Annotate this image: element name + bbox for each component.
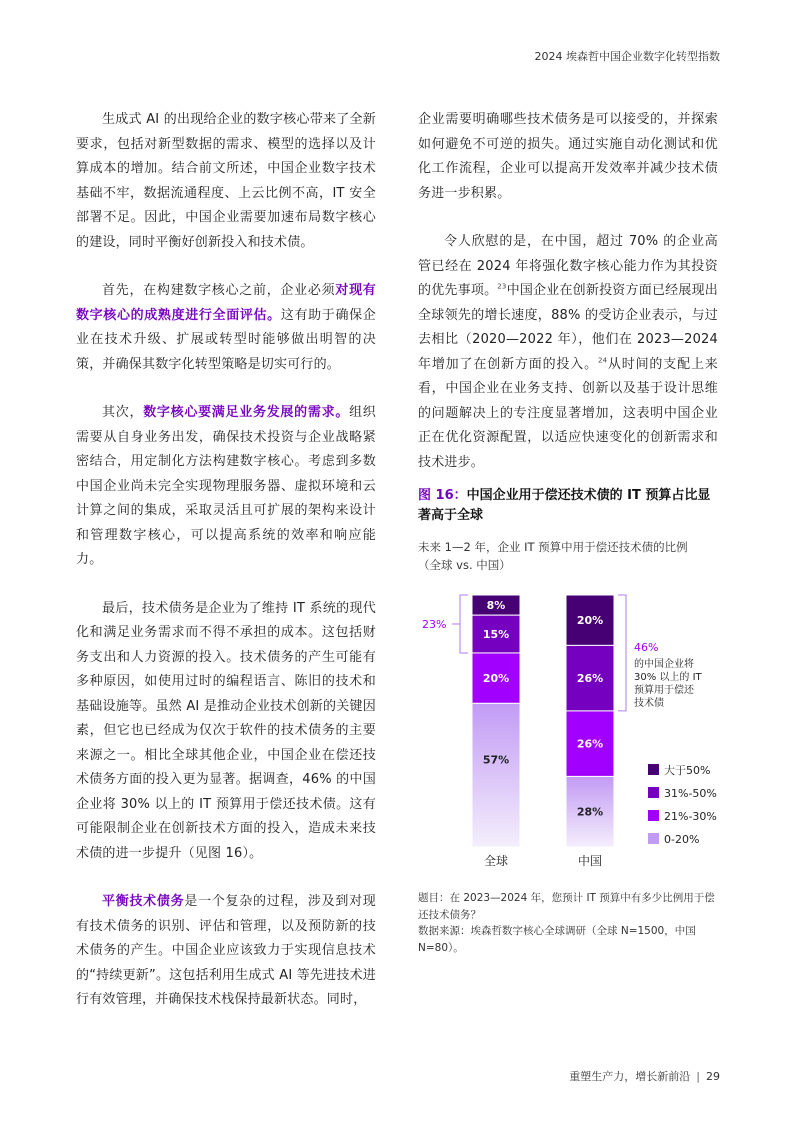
text-span: 中国企业在创新投资方面已经展现出全球领先的增长速度，88% 的受访企业表示，与过去相比（2020—2022 年），他们在 2023—2024 年增加了在创新方面的投入。 bbox=[418, 283, 718, 372]
highlight-text: 平衡技术债务 bbox=[102, 894, 185, 909]
bar-value-label: 57% bbox=[482, 753, 510, 767]
right-column bbox=[418, 108, 718, 499]
legend-label: 31%-50% bbox=[664, 787, 717, 800]
figure-number: 图 16： bbox=[418, 488, 467, 503]
legend-swatch bbox=[648, 833, 659, 844]
figure-title bbox=[418, 486, 718, 526]
china-bracket-label: 46% bbox=[634, 641, 659, 654]
left-column bbox=[76, 108, 376, 1037]
china-bracket bbox=[618, 595, 626, 711]
legend-label: 0-20% bbox=[664, 833, 700, 846]
paragraph: 最后，技术债务是企业为了维持 IT 系统的现代化和满足业务需求而不得不承担的成本。这包括财务支出和人力资源的投入。技术债务的产生可能有多种原因，如使用过时的编程语言、陈旧的技术和基础设施等。虽然 AI 是推动企业技术创新的关键因素，但它也已经成为仅次于软件的技术债务的主要来源之一。相比全球其他企业，中国企业在偿还技术债务方面的投入更为显著。据调查，46% 的中国企业将 30% 以上的 IT 预算用于偿还技术债。这有可能限制企业在创新技术方面的投入，造成未来技术债的进一步提升（见图 16）。 bbox=[76, 600, 376, 861]
note-question: 题目：在 2023—2024 年，您预计 IT 预算中有多少比例用于偿还技术债务？ bbox=[418, 892, 715, 921]
highlight-text: 数字核心要满足业务发展的需求。 bbox=[143, 405, 350, 420]
china-annotation-line: 30% 以上的 IT bbox=[634, 672, 702, 683]
subtitle-line: （全球 vs. 中国） bbox=[418, 558, 511, 572]
footnote-ref: 24 bbox=[597, 356, 608, 365]
text-span: 组织需要从自身业务出发，确保技术投资与企业战略紧密结合，用定制化方法构建数字核心。考虑到多数中国企业尚未完全实现物理服务器、虚拟环境和云计算之间的集成，采取灵活且可扩展的架构来设计和管理数字核心，可以提高系统的效率和响应能力。 bbox=[76, 405, 376, 567]
note-source: 数据来源：埃森哲数字核心全球调研（全球 N=1500，中国 N=80）。 bbox=[418, 925, 696, 954]
paragraph: 企业需要明确哪些技术债务是可以接受的，并探索如何避免不可逆的损失。通过实施自动化测试和优化工作流程，企业可以提高开发效率并减少技术债务进一步积累。 bbox=[418, 112, 718, 201]
page-number: 29 bbox=[706, 1070, 720, 1083]
bar-segment bbox=[472, 703, 520, 847]
china-annotation-line: 的中国企业将 bbox=[634, 659, 694, 670]
text-span: 其次， bbox=[102, 405, 144, 420]
paragraph bbox=[76, 401, 376, 573]
bar-value-label: 28% bbox=[576, 805, 604, 819]
subtitle-line: 未来 1—2 年，企业 IT 预算中用于偿还技术债的比例 bbox=[418, 540, 688, 554]
text-span: 这有助于确保企业在技术升级、扩展或转型时能够做出明智的决策，并确保其数字化转型策略是切实可行的。 bbox=[76, 307, 376, 372]
figure-note bbox=[418, 890, 718, 956]
x-tick-label: 中国 bbox=[577, 854, 603, 868]
paragraph bbox=[76, 279, 376, 377]
legend-label: 21%-30% bbox=[664, 810, 717, 823]
bar-value-label: 8% bbox=[486, 599, 506, 613]
bar-value-label: 20% bbox=[482, 672, 510, 686]
text-span: 是一个复杂的过程，涉及到对现有技术债务的识别、评估和管理，以及预防新的技术债务的产生。中国企业应该致力于实现信息技术的“持续更新”。这包括利用生成式 AI 等先进技术进行有效管理，并确保技术栈保持最新状态。同时， bbox=[76, 894, 376, 1007]
stacked-bar-chart bbox=[418, 585, 728, 875]
paragraph: 生成式 AI 的出现给企业的数字核心带来了全新要求，包括对新型数据的需求、模型的选择以及计算成本的增加。结合前文所述，中国企业数字技术基础不牢，数据流通程度、上云比例不高，IT 安全部署不足。因此，中国企业需要加速布局数字核心的建设，同时平衡好创新投入和技术债。 bbox=[76, 112, 376, 250]
x-tick-label: 全球 bbox=[483, 854, 509, 868]
legend-swatch bbox=[648, 810, 659, 821]
footer-separator: | bbox=[696, 1070, 700, 1083]
highlight-text: 对现有数字核心的成熟度进行全面评估。 bbox=[76, 283, 376, 323]
global-bracket-label: 23% bbox=[422, 617, 447, 631]
text-span: 首先，在构建数字核心之前，企业必须 bbox=[102, 283, 336, 298]
legend-swatch bbox=[648, 764, 659, 775]
bar-value-label: 26% bbox=[576, 672, 604, 686]
global-bracket bbox=[460, 595, 468, 653]
paragraph bbox=[418, 230, 718, 475]
page-footer bbox=[569, 1068, 720, 1084]
legend-label: 大于50% bbox=[664, 764, 711, 777]
bar-value-label: 20% bbox=[576, 614, 604, 628]
china-annotation-line: 技术债 bbox=[634, 698, 664, 709]
paragraph bbox=[76, 890, 376, 1013]
footer-text: 重塑生产力，增长新前沿 bbox=[569, 1070, 691, 1083]
bar-value-label: 15% bbox=[482, 628, 510, 642]
chart-svg bbox=[418, 585, 728, 875]
text-span: 令人欣慰的是，在中国，超过 70% 的企业高管已经在 2024 年将强化数字核心能力作为其投资的优先事项。 bbox=[418, 234, 718, 298]
figure-title-text: 中国企业用于偿还技术债的 IT 预算占比显著高于全球 bbox=[418, 488, 711, 523]
footnote-ref: 23 bbox=[497, 282, 507, 291]
text-span: 从时间的支配上来看，中国企业在业务支持、创新以及基于设计思维的问题解决上的专注度显著增加，这表明中国企业正在优化资源配置，以适应快速变化的创新需求和技术进步。 bbox=[418, 356, 718, 470]
legend-swatch bbox=[648, 787, 659, 798]
page-header: 2024 埃森哲中国企业数字化转型指数 bbox=[534, 50, 720, 63]
figure-subtitle bbox=[418, 538, 718, 574]
china-annotation-line: 预算用于偿还 bbox=[634, 685, 694, 696]
bar-value-label: 26% bbox=[576, 737, 604, 751]
